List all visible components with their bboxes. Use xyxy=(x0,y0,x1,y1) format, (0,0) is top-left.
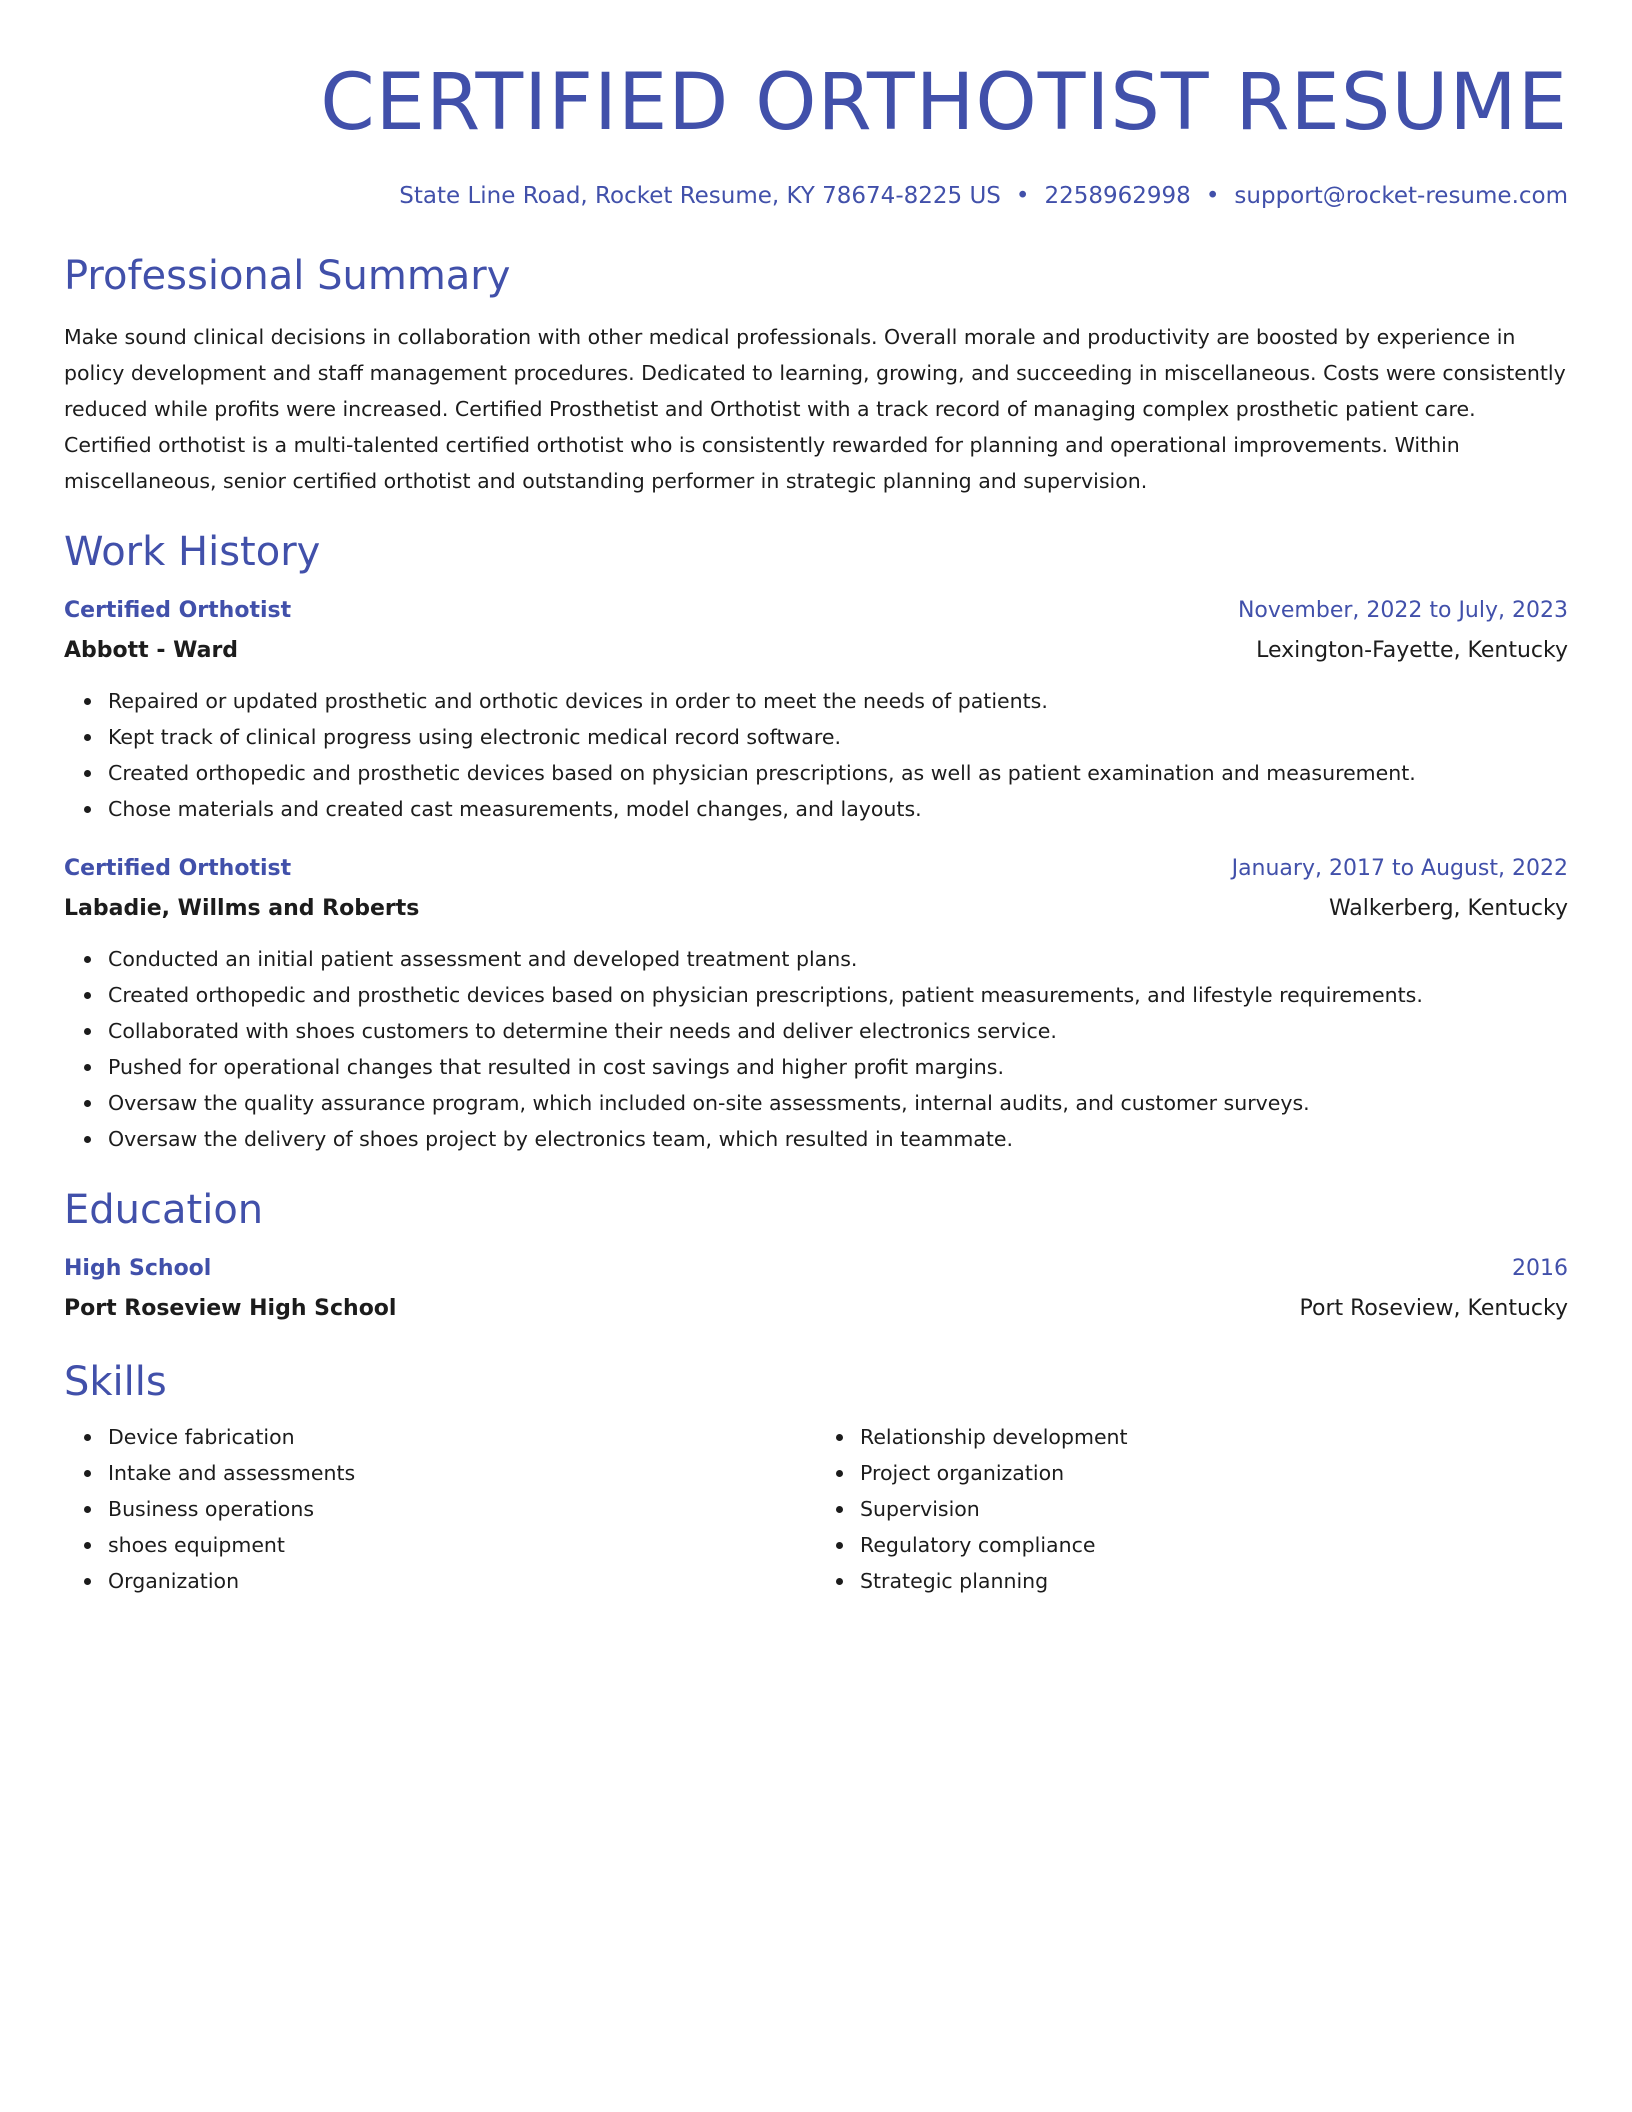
list-item: Chose materials and created cast measurements, model changes, and layouts. xyxy=(108,791,1568,827)
skill-item: Device fabrication xyxy=(108,1419,816,1455)
skill-item: Project organization xyxy=(860,1455,1568,1491)
skill-item: Supervision xyxy=(860,1491,1568,1527)
job-entry xyxy=(64,591,1568,827)
section-title-skills: Skills xyxy=(64,1359,167,1405)
list-item: Repaired or updated prosthetic and orthotic devices in order to meet the needs of patients. xyxy=(108,683,1568,719)
skill-item: Organization xyxy=(108,1563,816,1599)
contact-phone: 2258962998 xyxy=(1044,183,1191,209)
education-year: 2016 xyxy=(1512,1256,1568,1281)
education-degree: High School xyxy=(64,1256,212,1281)
education-location: Port Roseview, Kentucky xyxy=(1299,1296,1568,1321)
contact-separator: • xyxy=(1015,183,1030,209)
skill-item: Business operations xyxy=(108,1491,816,1527)
job-company: Labadie, Willms and Roberts xyxy=(64,896,420,921)
list-item: Pushed for operational changes that resulted in cost savings and higher profit margins. xyxy=(108,1049,1568,1085)
job-dates: January, 2017 to August, 2022 xyxy=(1231,856,1568,881)
list-item: Created orthopedic and prosthetic devices based on physician prescriptions, as well as patient examination and measurement. xyxy=(108,755,1568,791)
job-role: Certified Orthotist xyxy=(64,856,292,881)
job-company: Abbott - Ward xyxy=(64,638,239,663)
skill-item: Relationship development xyxy=(860,1419,1568,1455)
skill-item: Intake and assessments xyxy=(108,1455,816,1491)
job-location: Walkerberg, Kentucky xyxy=(1328,896,1568,921)
skill-item: Strategic planning xyxy=(860,1563,1568,1599)
education-school: Port Roseview High School xyxy=(64,1296,397,1321)
skills-columns xyxy=(64,1419,1568,1599)
skill-item: Regulatory compliance xyxy=(860,1527,1568,1563)
job-entry xyxy=(64,849,1568,1157)
education-entry xyxy=(64,1249,1568,1329)
section-title-summary: Professional Summary xyxy=(64,253,511,299)
skills-list-right xyxy=(816,1419,1568,1599)
list-item: Created orthopedic and prosthetic devices based on physician prescriptions, patient measurements, and lifestyle requirements. xyxy=(108,977,1568,1013)
job-location: Lexington-Fayette, Kentucky xyxy=(1256,638,1568,663)
list-item: Conducted an initial patient assessment and developed treatment plans. xyxy=(108,941,1568,977)
job-bullets xyxy=(64,683,1568,827)
contact-address: State Line Road, Rocket Resume, KY 78674-8225 US xyxy=(399,183,1001,209)
resume-header xyxy=(64,0,1568,211)
summary-text: Make sound clinical decisions in collaboration with other medical professionals. Overall morale and productivity are boosted by experience in policy development and staff management procedures. Dedicated to learning, growing, and succeeding in miscellaneous. Costs were consistently reduced while profits were increased. Certified Prosthetist and Orthotist with a track record of managing complex prosthetic patient care. Certified orthotist is a multi-talented certified orthotist who is consistently rewarded for planning and operational improvements. Within miscellaneous, senior certified orthotist and outstanding performer in strategic planning and supervision. xyxy=(64,325,1566,493)
skill-item: shoes equipment xyxy=(108,1527,816,1563)
list-item: Oversaw the quality assurance program, which included on-site assessments, internal audits, and customer surveys. xyxy=(108,1085,1568,1121)
resume-title: CERTIFIED ORTHOTIST RESUME xyxy=(320,58,1568,148)
job-bullets xyxy=(64,941,1568,1157)
contact-line xyxy=(64,181,1568,211)
job-dates: November, 2022 to July, 2023 xyxy=(1237,598,1568,623)
list-item: Collaborated with shoes customers to determine their needs and deliver electronics service. xyxy=(108,1013,1568,1049)
resume-page xyxy=(64,0,1568,1599)
contact-email: support@rocket-resume.com xyxy=(1234,183,1568,209)
section-title-education: Education xyxy=(64,1187,264,1233)
list-item: Oversaw the delivery of shoes project by electronics team, which resulted in teammate. xyxy=(108,1121,1568,1157)
skills-list-left xyxy=(64,1419,816,1599)
job-role: Certified Orthotist xyxy=(64,598,292,623)
list-item: Kept track of clinical progress using electronic medical record software. xyxy=(108,719,1568,755)
section-title-work-history: Work History xyxy=(64,529,321,575)
contact-separator: • xyxy=(1205,183,1220,209)
